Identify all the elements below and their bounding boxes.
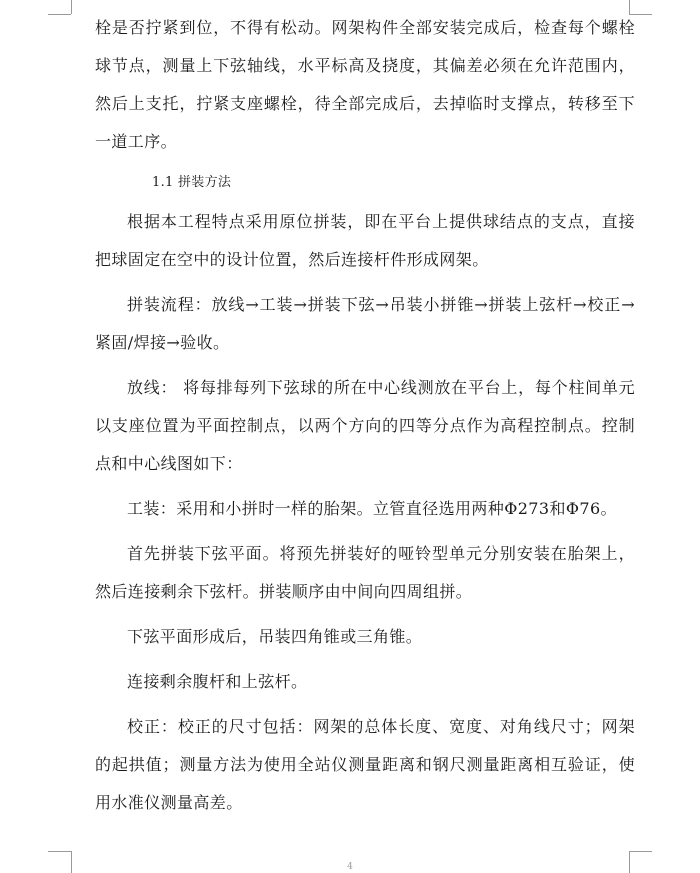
paragraph: 放线： 将每排每列下弦球的所在中心线测放在平台上，每个柱间单元以支座位置为平面控制点，以两个方向的四等分点作为高程控制点。控制点和中心线图如下： xyxy=(95,378,635,473)
page-number: 4 xyxy=(347,862,353,872)
paragraph: 拼装流程：放线→工装→拼装下弦→吊装小拼锥→拼装上弦杆→校正→紧固/焊接→验收。 xyxy=(95,295,635,352)
paragraph: 下弦平面形成后，吊装四角锥或三角锥。 xyxy=(127,627,423,646)
corner-mark-bottom-left-h xyxy=(48,851,71,852)
paragraph: 连接剩余腹杆和上弦杆。 xyxy=(127,672,308,691)
section-heading: 1.1 拼装方法 xyxy=(152,175,232,190)
corner-mark-top-left xyxy=(71,0,72,14)
corner-mark-bottom-right-h xyxy=(629,851,652,852)
corner-mark-top-left-h xyxy=(48,14,71,15)
paragraph: 校正：校正的尺寸包括：网架的总体长度、宽度、对角线尺寸；网架的起拱值；测量方法为使用全站仪测量距离和钢尺测量距离相互验证，使用水准仪测量高差。 xyxy=(95,717,635,812)
corner-mark-bottom-left xyxy=(71,851,72,873)
paragraph: 首先拼装下弦平面。将预先拼装好的哑铃型单元分别安装在胎架上，然后连接剩余下弦杆。拼装顺序由中间向四周组拼。 xyxy=(95,544,635,601)
document-body xyxy=(95,9,635,822)
paragraph: 根据本工程特点采用原位拼装，即在平台上提供球结点的支点，直接把球固定在空中的设计位置，然后连接杆件形成网架。 xyxy=(95,212,635,269)
corner-mark-bottom-right xyxy=(629,851,630,873)
paragraph: 工装：采用和小拼时一样的胎架。立管直径选用两种Φ273和Φ76。 xyxy=(127,499,617,518)
paragraph-continued: 栓是否拧紧到位，不得有松动。网架构件全部安装完成后，检查每个螺栓球节点，测量上下弦轴线，水平标高及挠度，其偏差必须在允许范围内，然后上支托，拧紧支座螺栓，待全部完成后，去掉临时支撑点，转移至下一道工序。 xyxy=(95,18,635,151)
